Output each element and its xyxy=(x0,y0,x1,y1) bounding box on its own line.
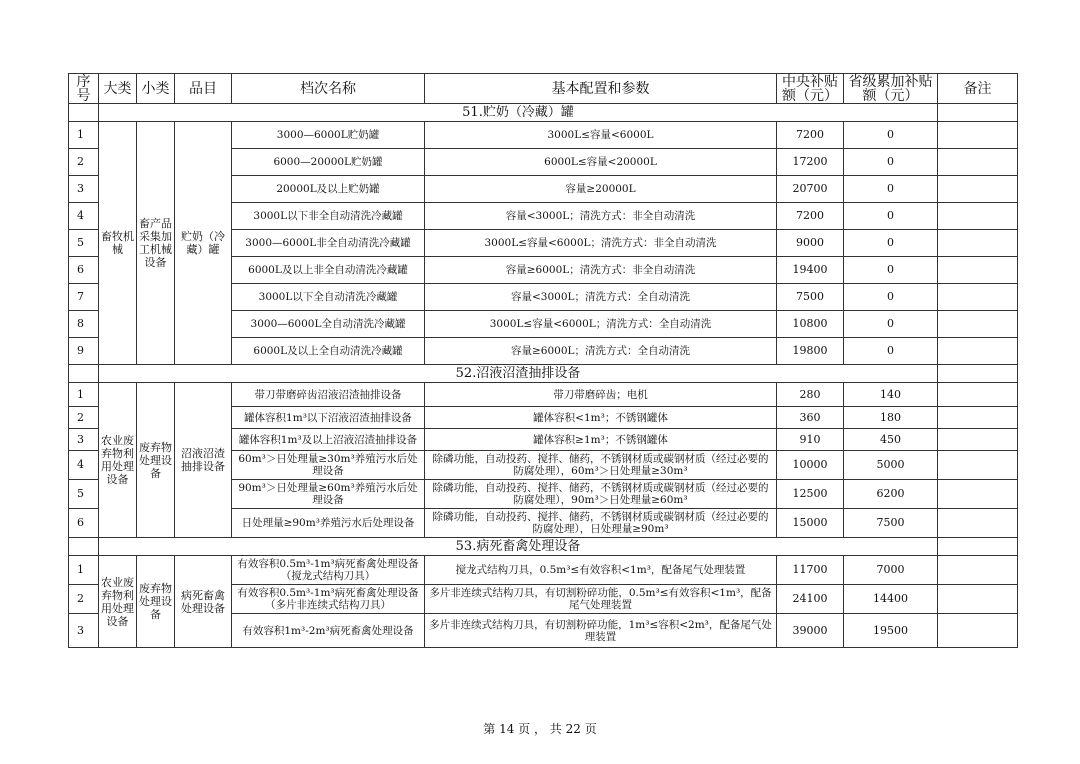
section-number-cell xyxy=(69,104,99,122)
provincial-subsidy: 0 xyxy=(844,311,938,338)
spec-params: 容量<3000L；清洗方式：非全自动清洗 xyxy=(425,203,777,230)
spec-params: 带刀带磨碎齿；电机 xyxy=(425,383,777,407)
remark-cell xyxy=(938,122,1018,149)
tier-name: 20000L及以上贮奶罐 xyxy=(232,176,425,203)
row-number: 2 xyxy=(69,407,99,429)
remark-cell xyxy=(938,284,1018,311)
section-remark-cell xyxy=(938,104,1018,122)
row-number: 2 xyxy=(69,585,99,614)
provincial-subsidy: 0 xyxy=(844,203,938,230)
spec-params: 3000L≤容量<6000L；清洗方式：全自动清洗 xyxy=(425,311,777,338)
small-category: 畜产品采集加工机械设备 xyxy=(137,122,175,365)
header-cell: 品目 xyxy=(175,74,232,104)
header-cell: 基本配置和参数 xyxy=(425,74,777,104)
page-footer: 第 14 页 ， 共 22 页 xyxy=(483,722,597,736)
section-title: 51.贮奶（冷藏）罐 xyxy=(99,104,938,122)
provincial-subsidy: 5000 xyxy=(844,451,938,480)
central-subsidy: 360 xyxy=(777,407,844,429)
tier-name: 90m³＞日处理量≥60m³养殖污水后处理设备 xyxy=(232,480,425,509)
header-cell: 序号 xyxy=(69,74,99,104)
remark-cell xyxy=(938,480,1018,509)
tier-name: 3000L以下非全自动清洗冷藏罐 xyxy=(232,203,425,230)
spec-params: 罐体容积≥1m³；不锈钢罐体 xyxy=(425,429,777,451)
big-category: 畜牧机械 xyxy=(99,122,137,365)
tier-name: 6000—20000L贮奶罐 xyxy=(232,149,425,176)
remark-cell xyxy=(938,451,1018,480)
remark-cell xyxy=(938,176,1018,203)
row-number: 9 xyxy=(69,338,99,365)
item-category: 贮奶（冷藏）罐 xyxy=(175,122,232,365)
provincial-subsidy: 0 xyxy=(844,176,938,203)
big-category: 农业废弃物利用处理设备 xyxy=(99,383,137,538)
tier-name: 罐体容积1m³及以上沼液沼渣抽排设备 xyxy=(232,429,425,451)
tier-name: 3000—6000L贮奶罐 xyxy=(232,122,425,149)
tier-name: 罐体容积1m³以下沼液沼渣抽排设备 xyxy=(232,407,425,429)
remark-cell xyxy=(938,257,1018,284)
provincial-subsidy: 14400 xyxy=(844,585,938,614)
central-subsidy: 19800 xyxy=(777,338,844,365)
spec-params: 容量≥6000L；清洗方式：全自动清洗 xyxy=(425,338,777,365)
provincial-subsidy: 19500 xyxy=(844,614,938,648)
section-title: 53.病死畜禽处理设备 xyxy=(99,538,938,556)
central-subsidy: 10800 xyxy=(777,311,844,338)
central-subsidy: 910 xyxy=(777,429,844,451)
central-subsidy: 12500 xyxy=(777,480,844,509)
central-subsidy: 280 xyxy=(777,383,844,407)
central-subsidy: 20700 xyxy=(777,176,844,203)
row-number: 1 xyxy=(69,122,99,149)
table-row xyxy=(69,556,1018,585)
provincial-subsidy: 0 xyxy=(844,257,938,284)
remark-cell xyxy=(938,338,1018,365)
remark-cell xyxy=(938,407,1018,429)
row-number: 7 xyxy=(69,284,99,311)
tier-name: 3000—6000L全自动清洗冷藏罐 xyxy=(232,311,425,338)
item-category: 病死畜禽处理设备 xyxy=(175,556,232,648)
spec-params: 容量≥20000L xyxy=(425,176,777,203)
row-number: 4 xyxy=(69,203,99,230)
spec-params: 3000L≤容量<6000L；清洗方式：非全自动清洗 xyxy=(425,230,777,257)
provincial-subsidy: 0 xyxy=(844,122,938,149)
item-category: 沼液沼渣抽排设备 xyxy=(175,383,232,538)
spec-params: 多片非连续式结构刀具，有切割粉碎功能，1m³≤容积<2m³，配备尾气处理装置 xyxy=(425,614,777,648)
tier-name: 有效容积0.5m³-1m³病死畜禽处理设备（搅龙式结构刀具） xyxy=(232,556,425,585)
tier-name: 6000L及以上全自动清洗冷藏罐 xyxy=(232,338,425,365)
tier-name: 60m³＞日处理量≥30m³养殖污水后处理设备 xyxy=(232,451,425,480)
central-subsidy: 17200 xyxy=(777,149,844,176)
central-subsidy: 7200 xyxy=(777,203,844,230)
section-title-row xyxy=(69,104,1018,122)
big-category: 农业废弃物利用处理设备 xyxy=(99,556,137,648)
row-number: 5 xyxy=(69,480,99,509)
central-subsidy: 7200 xyxy=(777,122,844,149)
row-number: 2 xyxy=(69,149,99,176)
header-cell: 省级累加补贴额（元） xyxy=(844,74,938,104)
provincial-subsidy: 450 xyxy=(844,429,938,451)
row-number: 4 xyxy=(69,451,99,480)
provincial-subsidy: 180 xyxy=(844,407,938,429)
central-subsidy: 10000 xyxy=(777,451,844,480)
section-number-cell xyxy=(69,538,99,556)
remark-cell xyxy=(938,230,1018,257)
section-title: 52.沼液沼渣抽排设备 xyxy=(99,365,938,383)
subsidy-table xyxy=(68,73,1018,648)
row-number: 3 xyxy=(69,429,99,451)
tier-name: 日处理量≥90m³养殖污水后处理设备 xyxy=(232,509,425,538)
spec-params: 容量≥6000L；清洗方式：非全自动清洗 xyxy=(425,257,777,284)
spec-params: 罐体容积<1m³；不锈钢罐体 xyxy=(425,407,777,429)
tier-name: 有效容积0.5m³-1m³病死畜禽处理设备（多片非连续式结构刀具） xyxy=(232,585,425,614)
tier-name: 3000—6000L非全自动清洗冷藏罐 xyxy=(232,230,425,257)
header-row xyxy=(69,74,1018,104)
remark-cell xyxy=(938,614,1018,648)
remark-cell xyxy=(938,203,1018,230)
remark-cell xyxy=(938,383,1018,407)
remark-cell xyxy=(938,585,1018,614)
row-number: 6 xyxy=(69,509,99,538)
spec-params: 除磷功能，自动投药、搅拌、储药，不锈钢材质或碳钢材质（经过必要的防腐处理），90m³＞日处理量≥60m³ xyxy=(425,480,777,509)
row-number: 3 xyxy=(69,176,99,203)
central-subsidy: 15000 xyxy=(777,509,844,538)
header-cell: 档次名称 xyxy=(232,74,425,104)
header-cell: 中央补贴额（元） xyxy=(777,74,844,104)
tier-name: 6000L及以上非全自动清洗冷藏罐 xyxy=(232,257,425,284)
provincial-subsidy: 0 xyxy=(844,338,938,365)
central-subsidy: 11700 xyxy=(777,556,844,585)
small-category: 废弃物处理设备 xyxy=(137,383,175,538)
spec-params: 多片非连续式结构刀具，有切割粉碎功能，0.5m³≤有效容积<1m³，配备尾气处理装置 xyxy=(425,585,777,614)
tier-name: 有效容积1m³-2m³病死畜禽处理设备 xyxy=(232,614,425,648)
table-row xyxy=(69,383,1018,407)
row-number: 1 xyxy=(69,383,99,407)
central-subsidy: 7500 xyxy=(777,284,844,311)
row-number: 1 xyxy=(69,556,99,585)
provincial-subsidy: 0 xyxy=(844,230,938,257)
central-subsidy: 39000 xyxy=(777,614,844,648)
spec-params: 容量<3000L；清洗方式：全自动清洗 xyxy=(425,284,777,311)
central-subsidy: 19400 xyxy=(777,257,844,284)
remark-cell xyxy=(938,429,1018,451)
spec-params: 3000L≤容量<6000L xyxy=(425,122,777,149)
row-number: 3 xyxy=(69,614,99,648)
remark-cell xyxy=(938,149,1018,176)
central-subsidy: 24100 xyxy=(777,585,844,614)
section-remark-cell xyxy=(938,365,1018,383)
section-remark-cell xyxy=(938,538,1018,556)
remark-cell xyxy=(938,556,1018,585)
row-number: 8 xyxy=(69,311,99,338)
table-row xyxy=(69,122,1018,149)
row-number: 6 xyxy=(69,257,99,284)
provincial-subsidy: 6200 xyxy=(844,480,938,509)
header-cell: 备注 xyxy=(938,74,1018,104)
spec-params: 搅龙式结构刀具，0.5m³≤有效容积<1m³，配备尾气处理装置 xyxy=(425,556,777,585)
small-category: 废弃物处理设备 xyxy=(137,556,175,648)
provincial-subsidy: 140 xyxy=(844,383,938,407)
header-cell: 小类 xyxy=(137,74,175,104)
row-number: 5 xyxy=(69,230,99,257)
remark-cell xyxy=(938,509,1018,538)
tier-name: 带刀带磨碎齿沼液沼渣抽排设备 xyxy=(232,383,425,407)
section-title-row xyxy=(69,538,1018,556)
provincial-subsidy: 7500 xyxy=(844,509,938,538)
spec-params: 除磷功能，自动投药、搅拌、储药，不锈钢材质或碳钢材质（经过必要的防腐处理），日处理量≥90m³ xyxy=(425,509,777,538)
tier-name: 3000L以下全自动清洗冷藏罐 xyxy=(232,284,425,311)
spec-params: 除磷功能，自动投药、搅拌、储药，不锈钢材质或碳钢材质（经过必要的防腐处理），60m³＞日处理量≥30m³ xyxy=(425,451,777,480)
section-number-cell xyxy=(69,365,99,383)
provincial-subsidy: 7000 xyxy=(844,556,938,585)
provincial-subsidy: 0 xyxy=(844,149,938,176)
section-title-row xyxy=(69,365,1018,383)
spec-params: 6000L≤容量<20000L xyxy=(425,149,777,176)
remark-cell xyxy=(938,311,1018,338)
header-cell: 大类 xyxy=(99,74,137,104)
central-subsidy: 9000 xyxy=(777,230,844,257)
provincial-subsidy: 0 xyxy=(844,284,938,311)
